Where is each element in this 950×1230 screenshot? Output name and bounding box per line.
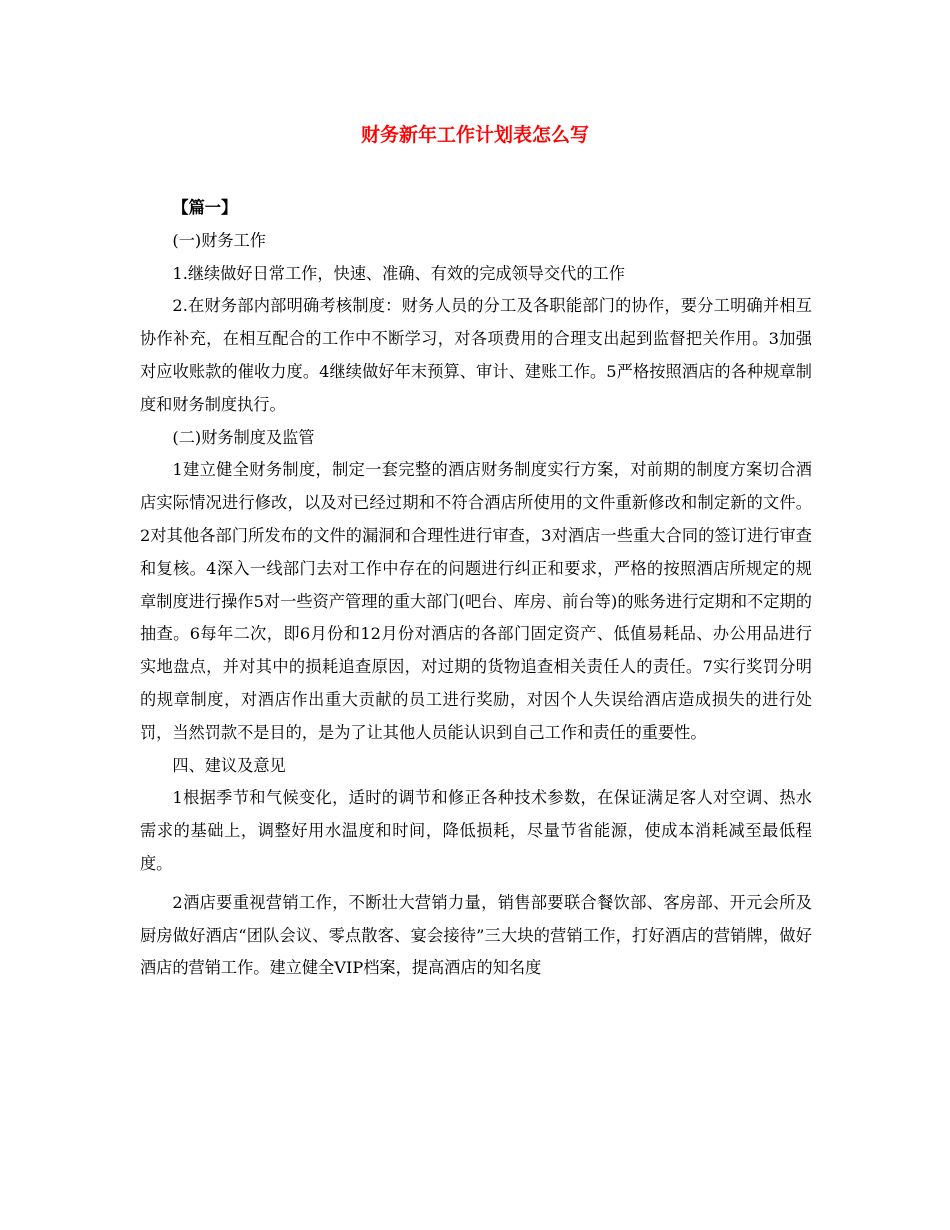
paragraph-suggestion-2: 2酒店要重视营销工作，不断壮大营销力量，销售部要联合餐饮部、客房部、开元会所及厨房做好酒店“团队会议、零点散客、宴会接待”三大块的营销工作，打好酒店的营销牌，做好酒店的营销工作。建立健全VIP档案，提高酒店的知名度: [140, 892, 812, 978]
subheading-finance-system: (二)财务制度及监管: [172, 427, 315, 447]
subheading-finance-work: (一)财务工作: [172, 230, 266, 250]
document-title: 财务新年工作计划表怎么写: [360, 124, 589, 146]
paragraph-item-2: 2.在财务部内部明确考核制度：财务人员的分工及各职能部门的协作，要分工明确并相互协作补充，在相互配合的工作中不断学习，对各项费用的合理支出起到监督把关作用。3加强对应收账款的催收力度。4继续做好年末预算、审计、建账工作。5严格按照酒店的各种规章制度和财务制度执行。: [140, 296, 812, 414]
section-heading-part-one: 【篇一】: [172, 198, 238, 217]
paragraph-suggestion-1: 1根据季节和气候变化，适时的调节和修正各种技术参数，在保证满足客人对空调、热水需求的基础上，调整好用水温度和时间，降低损耗，尽量节省能源，使成本消耗减至最低程度。: [140, 788, 812, 873]
paragraph-item-1: 1.继续做好日常工作，快速、准确、有效的完成领导交代的工作: [172, 263, 625, 283]
paragraph-finance-system: 1建立健全财务制度，制定一套完整的酒店财务制度实行方案，对前期的制度方案切合酒店实际情况进行修改，以及对已经过期和不符合酒店所使用的文件重新修改和制定新的文件。2对其他各部门所发布的文件的漏洞和合理性进行审查，3对酒店一些重大合同的签订进行审查和复核。4深入一线部门去对工作中存在的问题进行纠正和要求，严格的按照酒店所规定的规章制度进行操作5对一些资产管理的重大部门(吧台、库房、前台等)的账务进行定期和不定期的抽查。6每年二次，即6月份和12月份对酒店的各部门固定资产、低值易耗品、办公用品进行实地盘点，并对其中的损耗追查原因，对过期的货物追查相关责任人的责任。7实行奖罚分明的规章制度，对酒店作出重大贡献的员工进行奖励，对因个人失误给酒店造成损失的进行处罚，当然罚款不是目的，是为了让其他人员能认识到自己工作和责任的重要性。: [140, 460, 812, 742]
subheading-suggestions: 四、建议及意见: [172, 755, 286, 775]
document-body: [140, 192, 812, 985]
